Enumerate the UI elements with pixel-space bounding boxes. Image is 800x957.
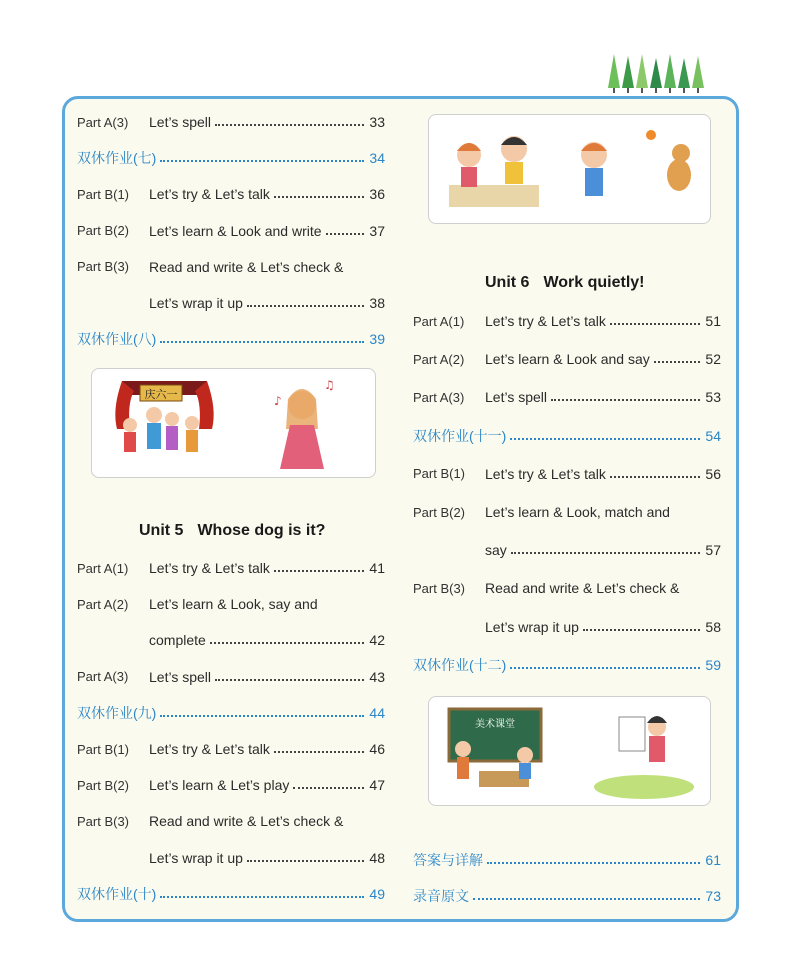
entry-title: 双休作业(七) [77,150,157,167]
svg-text:♫: ♫ [324,378,335,392]
entry-page-number: 49 [369,885,385,902]
dot-leader [160,341,364,343]
toc-entry[interactable] [413,347,721,371]
toc-entry[interactable] [413,538,721,562]
entry-part: Part A(3) [77,669,129,685]
entry-title: Let’s spell [485,389,548,406]
entry-page-number: 54 [705,427,721,444]
toc-entry[interactable] [77,182,385,206]
toc-entry[interactable] [77,219,385,243]
entry-title: 双休作业(十一) [413,427,507,444]
entry-title: say [485,542,507,559]
entry-part: Part B(2) [77,777,130,793]
illustration-kids-dog [428,114,711,224]
entry-title: 答案与详解 [413,852,483,868]
entry-title: Let’s try & Let’s talk [485,313,606,329]
entry-part: Part B(1) [413,466,466,482]
entry-title: Read and write & Let’s check & [149,258,344,275]
toc-entry[interactable] [77,592,385,616]
dot-leader [160,896,364,898]
illustration-art-class [428,696,711,806]
dot-leader [610,323,700,325]
weekend-homework-entry[interactable] [413,424,721,448]
entry-part: Part B(3) [77,813,130,829]
left-column [77,110,385,910]
entry-page-number: 34 [369,150,385,167]
toc-entry[interactable] [413,615,721,639]
toc-entry[interactable] [413,385,721,409]
toc-entry[interactable] [413,309,721,333]
entry-title: Let’s learn & Look, match and [485,504,670,520]
entry-page-number: 59 [705,656,721,673]
dot-leader [274,751,364,753]
dot-leader [487,862,700,864]
toc-entry[interactable] [77,628,385,652]
weekend-homework-entry[interactable] [77,701,385,725]
unit6-name: Work quietly! [543,274,645,291]
unit6-label: Unit 6 [485,274,530,291]
entry-title: Let’s wrap it up [149,849,243,866]
entry-page-number: 52 [705,351,721,368]
entry-page-number: 42 [369,632,385,649]
dot-leader [326,233,364,235]
dot-leader [610,476,700,478]
entry-title: 双休作业(十) [77,885,157,902]
entry-part: Part B(2) [413,504,466,520]
entry-title: Let’s try & Let’s talk [149,186,270,203]
entry-page-number: 48 [369,849,385,866]
dot-leader [160,715,364,717]
entry-page-number: 38 [369,295,385,311]
weekend-homework-entry[interactable] [77,882,385,906]
toc-entry[interactable] [77,846,385,870]
toc-entry[interactable] [77,291,385,315]
entry-page-number: 47 [369,777,385,794]
dot-leader [293,787,364,789]
dot-leader [551,399,700,401]
toc-entry[interactable] [77,110,385,134]
entry-part: Part A(2) [413,351,465,367]
entry-title: 双休作业(八) [77,331,157,348]
entry-title: 双休作业(九) [77,704,157,721]
entry-page-number: 58 [705,618,721,635]
unit5-name: Whose dog is it? [197,522,326,539]
dot-leader [510,438,700,440]
entry-page-number: 53 [705,389,721,406]
svg-text:♪: ♪ [274,394,282,408]
toc-entry[interactable] [413,576,721,600]
entry-title: 双休作业(十二) [413,656,507,673]
entry-page-number: 33 [369,114,385,130]
toc-entry[interactable] [77,809,385,833]
entry-title: Let’s spell [149,114,212,130]
unit5-label: Unit 5 [139,522,184,539]
entry-part: Part A(1) [77,560,129,576]
entry-title: Let’s learn & Let’s play [149,777,290,794]
entry-page-number: 37 [369,222,385,239]
dot-leader [511,552,700,554]
trees-decoration [608,52,708,94]
entry-title: Let’s wrap it up [149,295,243,311]
right-column [413,110,721,910]
dot-leader [510,667,700,669]
entry-title: Let’s try & Let’s talk [149,560,270,576]
dot-leader [215,124,364,126]
toc-entry[interactable] [77,665,385,689]
weekend-homework-entry[interactable] [77,327,385,351]
entry-title: Let’s learn & Look and say [485,351,650,368]
entry-part: Part B(1) [77,186,130,202]
entry-page-number: 43 [369,668,385,685]
dot-leader [160,160,364,162]
entry-page-number: 56 [705,465,721,482]
toc-entry[interactable] [77,737,385,761]
dot-leader [274,570,364,572]
entry-part: Part B(3) [413,580,466,596]
entry-page-number: 44 [369,704,385,721]
toc-entry[interactable] [77,773,385,797]
dot-leader [247,305,364,307]
entry-part: Part A(3) [77,114,129,130]
entry-title: complete [149,632,206,649]
entry-title: Let’s try & Let’s talk [149,741,270,757]
unit5-heading [139,522,325,540]
dot-leader [247,860,364,862]
entry-part: Part B(3) [77,259,130,275]
entry-part: Part A(3) [413,389,465,405]
weekend-homework-entry[interactable] [77,146,385,170]
dot-leader [654,361,700,363]
dot-leader [215,679,364,681]
dot-leader [583,629,700,631]
tree-icon [608,54,704,93]
entry-title: Let’s wrap it up [485,618,579,635]
entry-part: Part B(1) [77,741,130,757]
entry-title: Read and write & Let’s check & [485,580,680,597]
appendix-entry[interactable] [413,884,721,908]
entry-title: Read and write & Let’s check & [149,813,344,830]
toc-entry[interactable] [77,556,385,580]
entry-page-number: 46 [369,741,385,757]
dot-leader [274,196,364,198]
entry-title: Let’s try & Let’s talk [485,465,606,482]
entry-title: 录音原文 [413,888,469,904]
board-text: 美术课堂 [475,719,515,730]
entry-page-number: 51 [705,313,721,329]
illustration-stage [91,368,376,478]
toc-entry[interactable] [77,255,385,279]
entry-part: Part B(2) [77,223,130,239]
weekend-homework-entry[interactable] [413,653,721,677]
entry-title: Let’s learn & Look and write [149,222,322,239]
entry-part: Part A(1) [413,313,465,329]
entry-page-number: 36 [369,186,385,203]
stage-sign-text: 庆六一 [144,388,178,401]
entry-page-number: 61 [705,852,721,868]
toc-entry[interactable] [413,462,721,486]
entry-page-number: 41 [369,560,385,576]
toc-entry[interactable] [413,500,721,524]
entry-page-number: 39 [369,331,385,348]
entry-part: Part A(2) [77,596,129,612]
entry-title: Let’s spell [149,668,212,685]
entry-page-number: 73 [705,888,721,904]
appendix-entry[interactable] [413,848,721,872]
dot-leader [210,642,364,644]
dot-leader [473,898,700,900]
entry-title: Let’s learn & Look, say and [149,596,318,613]
unit6-heading [485,274,645,292]
entry-page-number: 57 [705,542,721,559]
